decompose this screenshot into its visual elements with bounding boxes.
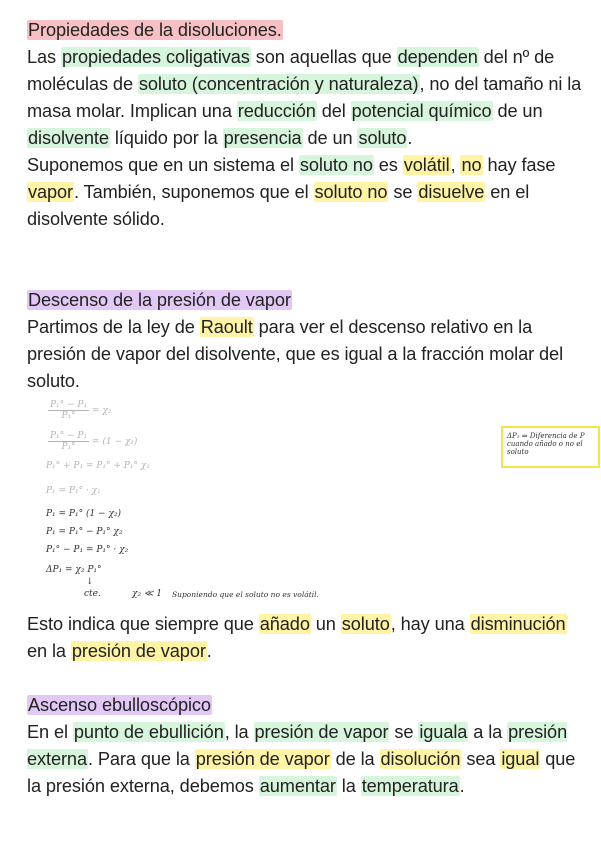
text: hay fase [482,155,556,175]
highlight-yellow: soluto [341,614,390,634]
text: del nº de moléculas de [27,47,555,94]
text: se [389,722,419,742]
text: son aquellas que [250,47,397,67]
hw-equation-6: P₁ = P₁° − P₁° χ₂ [46,527,123,537]
highlight-green: dependen [397,47,478,67]
hw-equation-5: P₁ = P₁° (1 − χ₂) [46,509,122,519]
hw-cte: cte. [84,589,101,599]
highlight-yellow: añado [259,614,310,634]
highlight-yellow: vapor [28,182,73,202]
paragraph [27,44,587,152]
section-ascenso [27,692,587,800]
text: , la [224,722,254,742]
hw-equation-7: P₁° − P₁ = P₁° · χ₂ [46,545,129,555]
text: del [316,101,351,121]
hw-equation-2: $\frac{\text{P₁° − P₁}}{\text{P₁°}}$ = (1 − χ₁) [50,431,138,452]
highlight-green: disolvente [28,128,109,148]
text: que la presión externa, debemos [27,749,576,796]
highlight-yellow: igual [501,749,540,769]
text: es [373,155,403,175]
text: En el [27,722,73,742]
hw-equation-1: $\frac{\text{P₁° − P₁}}{\text{P₁°}}$ = χ₂ [50,400,112,421]
text: líquido por la [109,128,223,148]
text: . [407,128,413,148]
highlight-green: iguala [419,722,468,742]
hw-equation-8: ΔP₁ = χ₂ P₁° [46,565,102,575]
highlight-yellow: disminución [470,614,566,634]
text: a la [468,722,508,742]
highlight-green: soluto no [299,155,373,175]
text: . [459,776,465,796]
hw-equation-4: P₁ = P₁° · χ₁ [46,486,101,496]
hw-equation-3: P₁° + P₁ = P₁° + P₁° χ₁ [46,461,150,471]
title-highlight: Ascenso ebulloscópico [28,695,211,715]
highlight-green: soluto [358,128,407,148]
highlight-green: propiedades coligativas [61,47,250,67]
text: de la [330,749,380,769]
title-highlight: Propiedades de la disoluciones. [28,20,282,40]
text: sea [461,749,501,769]
highlight-green: presencia [223,128,302,148]
text: Esto indica que siempre que [27,614,259,634]
highlight-green: temperatura [361,776,459,796]
highlight-green: reducción [237,101,316,121]
paragraph [27,719,587,800]
highlight-green: presión de vapor [254,722,389,742]
highlight-yellow: soluto no [314,182,388,202]
text: , no del tamaño ni la masa molar. Implican una [27,74,582,121]
text: Las [27,47,61,67]
highlight-yellow: presión de vapor [195,749,330,769]
highlight-yellow: volátil [403,155,450,175]
highlight-green: punto de ebullición [73,722,224,742]
text: , [450,155,461,175]
highlight-green: presión externa [27,722,568,769]
section-descenso [27,287,587,395]
text: Partimos de la ley de [27,317,200,337]
text: . Para que la [87,749,195,769]
section-title [27,692,587,719]
text: en el disolvente sólido. [27,182,530,229]
section-title [27,17,587,44]
highlight-green: soluto (concentración y naturaleza) [138,74,419,94]
hw-arrow: ↓ [86,577,94,587]
margin-note: ΔP₁ ⇒ Diferencia de P cuando añado o no el soluto [501,426,600,468]
hw-comment: Suponiendo que el soluto no es volátil. [172,590,319,599]
section-title [27,287,587,314]
text: de un [492,101,543,121]
text: , hay una [390,614,470,634]
highlight-yellow: no [461,155,482,175]
highlight-yellow: disolución [380,749,461,769]
highlight-yellow: Raoult [200,317,253,337]
text: . [206,641,212,661]
section-propiedades [27,17,587,233]
text: para ver el descenso relativo en la presión de vapor del disolvente, que es igual a la fracción molar del soluto. [27,317,564,391]
title-highlight: Descenso de la presión de vapor [28,290,291,310]
text: la [336,776,361,796]
text: en la [27,641,71,661]
paragraph [27,152,587,233]
text: un [310,614,341,634]
highlight-yellow: disuelve [418,182,485,202]
section-descenso-conclusion [27,611,587,665]
highlight-yellow: presión de vapor [71,641,206,661]
text: . También, suponemos que el [74,182,314,202]
paragraph [27,314,587,395]
text: se [388,182,418,202]
text: Suponemos que en un sistema el [27,155,299,175]
highlight-green: potencial químico [351,101,492,121]
hw-approx: χ₂ ≪ 1 [132,589,162,599]
highlight-green: aumentar [259,776,336,796]
paragraph [27,611,587,665]
text: de un [302,128,358,148]
